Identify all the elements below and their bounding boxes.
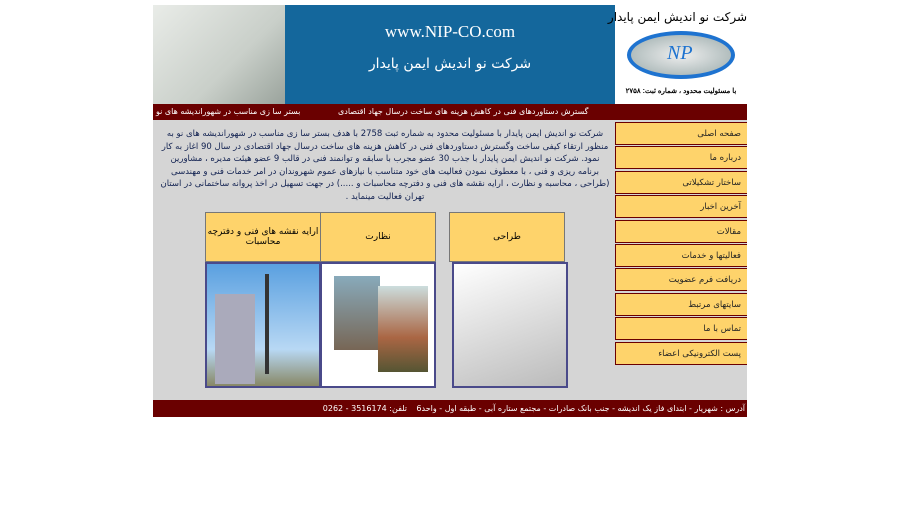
nav-item[interactable]: فعالیتها و خدمات bbox=[615, 244, 747, 267]
nav-item[interactable]: درباره ما bbox=[615, 146, 747, 169]
marquee-text-right: گسترش دستاوردهای فنی در کاهش هزینه های ساخت درسال جهاد اقتصادی bbox=[338, 107, 589, 116]
engineers-image[interactable] bbox=[320, 262, 436, 388]
nav-item[interactable]: سایتهای مرتبط bbox=[615, 293, 747, 316]
logo-title: شرکت نو اندیش ایمن پایدار bbox=[607, 10, 747, 24]
card-supervision-title[interactable]: نظارت bbox=[320, 212, 436, 262]
footer-address: آدرس : شهریار - ابتدای فاز یک اندیشه - جنب بانک صادرات - مجتمع ستاره آبی - طبقه اول - واحد6 bbox=[416, 404, 745, 413]
news-marquee bbox=[153, 104, 747, 120]
intro-paragraph: شرکت نو اندیش ایمن پایدار با مسئولیت محدود به شماره ثبت 2758 با هدف بستر سا زی مناسب در شهوراندیشه های نو به منظور ارتقاء کیفی ساخت وگسترش دستاوردهای فنی در کاهش هزینه های ساخت درسال جهاد اقتصادی در سال 90 اغاز به کار نمود. شرکت نو اندیش ایمن پایدار با جذب 30 عضو مجرب با سابقه و توانمند فنی در قالب 9 عضو هیئت مدیره ، مشاورین برنامه ریزی و فنی ، با معطوف نمودن فعالیت های خود متناسب با نیازهای عموم شهروندان در امر خدمات فنی و مهندسی (طراحی ، محاسبه و نظارت ، ارایه نقشه های فنی و دفترچه محاسبات و .....) در جهت تسهیل در اخذ پروانه ساختمانی در استان تهران فعالیت مینماید . bbox=[160, 129, 610, 202]
nav-item[interactable]: ساختار تشکیلاتی bbox=[615, 171, 747, 194]
footer-phone: تلفن: 3516174 - 0262 bbox=[322, 404, 407, 413]
marquee-text-left: بستر سا زی مناسب در شهوراندیشه های نو bbox=[156, 107, 301, 116]
nav-item[interactable]: آخرین اخبار bbox=[615, 195, 747, 218]
nav-item[interactable]: دریافت فرم عضویت bbox=[615, 268, 747, 291]
blueprint-image[interactable] bbox=[452, 262, 568, 388]
nav-item[interactable]: مقالات bbox=[615, 220, 747, 243]
logo-monogram: NP bbox=[667, 42, 693, 64]
nav-item[interactable]: تماس با ما bbox=[615, 317, 747, 340]
nav-item[interactable]: صفحه اصلی bbox=[615, 122, 747, 145]
nav-item[interactable]: پست الکترونیکی اعضاء bbox=[615, 342, 747, 365]
card-drawings-title[interactable]: ارایه نقشه های فنی و دفترچه محاسبات bbox=[205, 212, 321, 262]
card-design-title[interactable]: طراحی bbox=[449, 212, 565, 262]
construction-image[interactable] bbox=[205, 262, 321, 388]
logo-subtitle: با مسئولیت محدود ، شماره ثبت: ۲۷۵۸ bbox=[625, 88, 737, 95]
header-photo bbox=[153, 5, 285, 104]
company-name: شرکت نو اندیش ایمن پایدار bbox=[368, 56, 532, 72]
site-url: www.NIP-CO.com bbox=[384, 22, 516, 41]
footer bbox=[153, 400, 747, 417]
logo-emblem bbox=[627, 31, 735, 79]
company-logo bbox=[607, 5, 747, 104]
header-banner bbox=[285, 5, 615, 104]
